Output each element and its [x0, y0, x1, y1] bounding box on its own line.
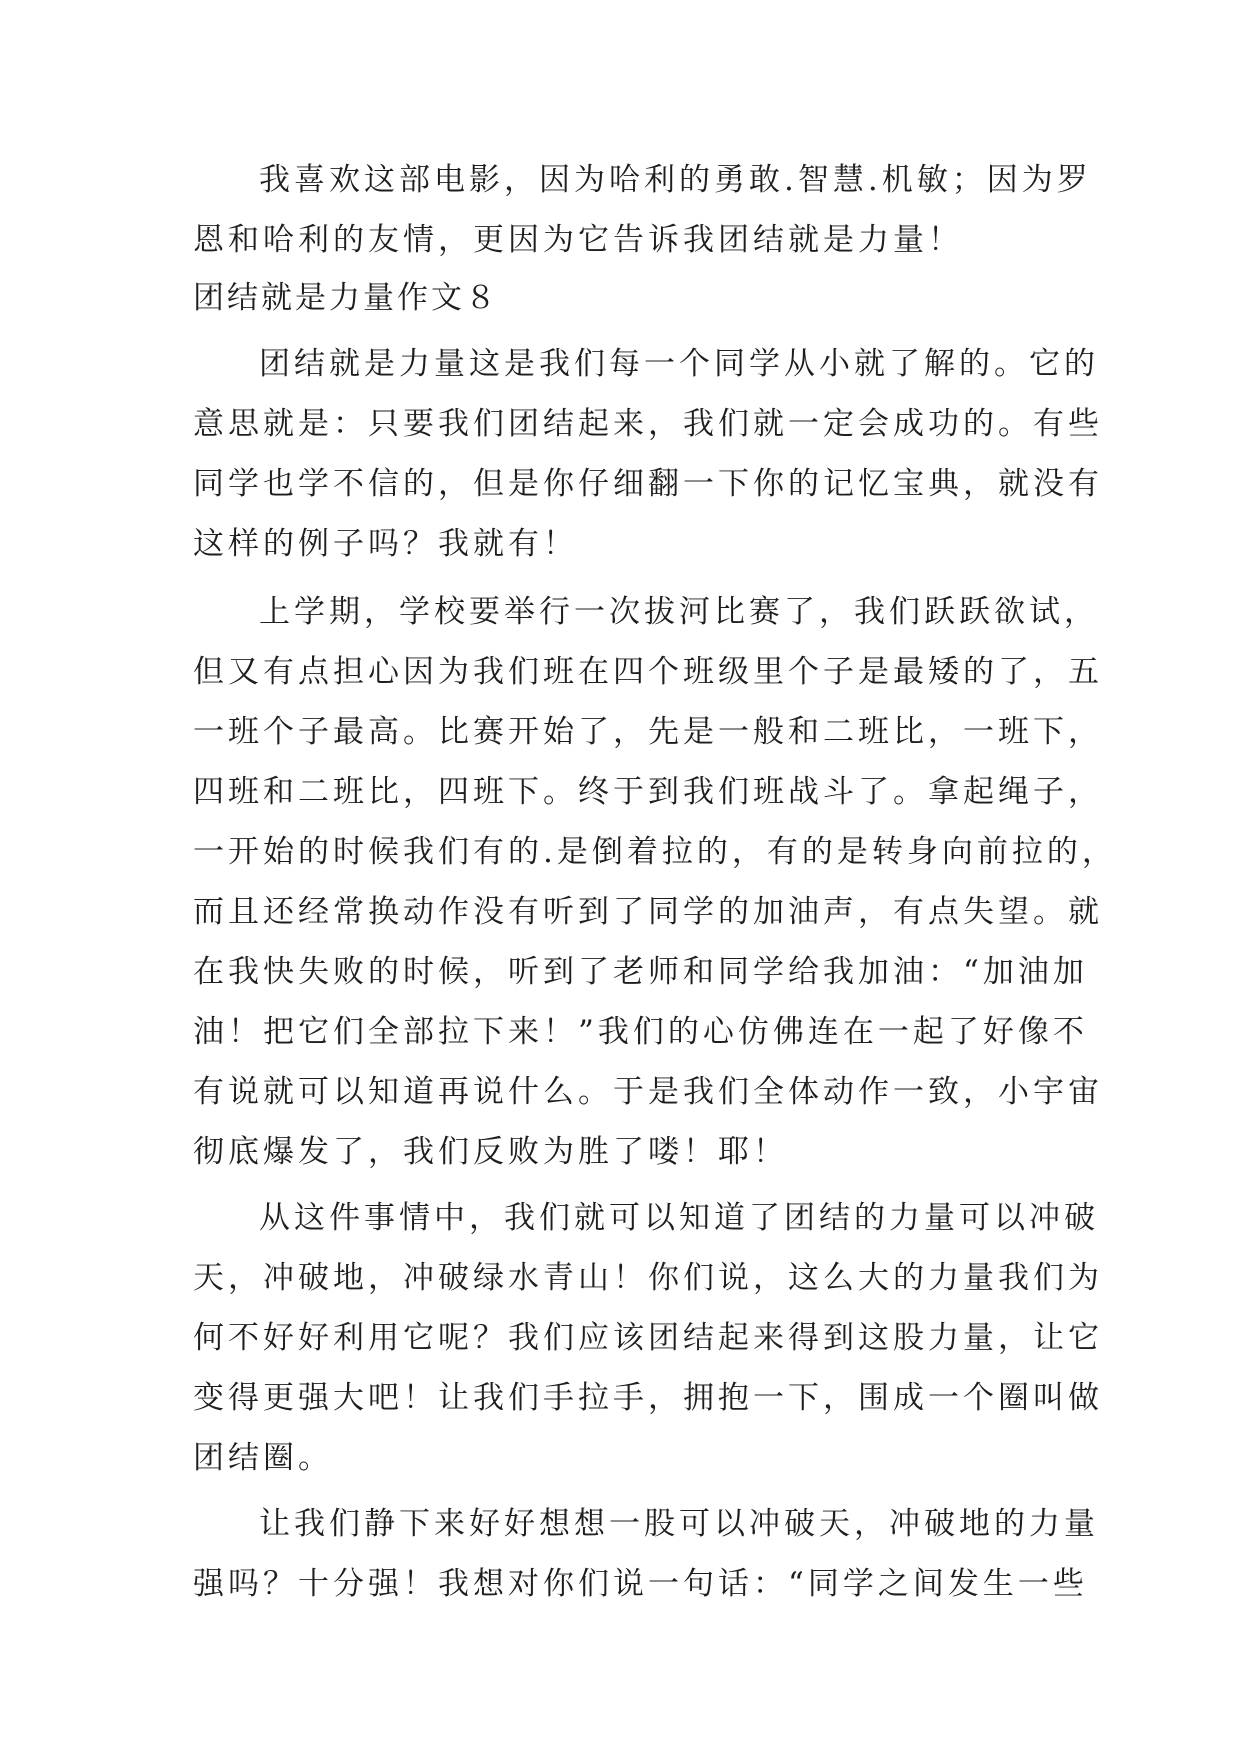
- paragraph-line: 团结圈。: [193, 1440, 333, 1476]
- paragraph-line: 在我快失败的时候，听到了老师和同学给我加油：“加油加: [193, 954, 1088, 990]
- paragraph-line: 油！把它们全部拉下来！”我们的心仿佛连在一起了好像不: [193, 1014, 1088, 1050]
- section-heading: 团结就是力量作文８: [193, 280, 499, 316]
- paragraph-line: 这样的例子吗？我就有！: [193, 526, 578, 562]
- paragraph-line: 而且还经常换动作没有听到了同学的加油声，有点失望。就: [193, 894, 1103, 930]
- paragraph-line: 强吗？十分强！我想对你们说一句话：“同学之间发生一些: [193, 1566, 1088, 1602]
- paragraph-line: 天，冲破地，冲破绿水青山！你们说，这么大的力量我们为: [193, 1260, 1103, 1296]
- paragraph-line: 同学也学不信的，但是你仔细翻一下你的记忆宝典，就没有: [193, 466, 1103, 502]
- paragraph-line: 我喜欢这部电影，因为哈利的勇敢.智慧.机敏；因为罗: [259, 162, 1092, 198]
- paragraph-line: 上学期，学校要举行一次拔河比赛了，我们跃跃欲试，: [259, 594, 1099, 630]
- paragraph-5: [193, 1494, 1099, 1614]
- paragraph-line: 何不好好利用它呢？我们应该团结起来得到这股力量，让它: [193, 1320, 1103, 1356]
- paragraph-line: 但又有点担心因为我们班在四个班级里个子是最矮的了，五: [193, 654, 1103, 690]
- paragraph-line: 团结就是力量这是我们每一个同学从小就了解的。它的: [259, 346, 1099, 382]
- paragraph-line: 恩和哈利的友情，更因为它告诉我团结就是力量！: [193, 222, 963, 258]
- paragraph-line: 从这件事情中，我们就可以知道了团结的力量可以冲破: [259, 1200, 1099, 1236]
- paragraph-line: 四班和二班比，四班下。终于到我们班战斗了。拿起绳子，: [193, 774, 1103, 810]
- paragraph-line: 一开始的时候我们有的.是倒着拉的，有的是转身向前拉的，: [193, 834, 1117, 870]
- paragraph-1: [193, 150, 1092, 270]
- paragraph-line: 变得更强大吧！让我们手拉手，拥抱一下，围成一个圈叫做: [193, 1380, 1103, 1416]
- paragraph-line: 意思就是：只要我们团结起来，我们就一定会成功的。有些: [193, 406, 1103, 442]
- paragraph-line: 一班个子最高。比赛开始了，先是一般和二班比，一班下，: [193, 714, 1103, 750]
- paragraph-line: 彻底爆发了，我们反败为胜了喽！耶！: [193, 1134, 788, 1170]
- paragraph-2: [193, 334, 1103, 574]
- paragraph-line: 让我们静下来好好想想一股可以冲破天，冲破地的力量: [259, 1506, 1099, 1542]
- paragraph-line: 有说就可以知道再说什么。于是我们全体动作一致，小宇宙: [193, 1074, 1103, 1110]
- paragraph-4: [193, 1188, 1103, 1488]
- document-body: [193, 150, 1117, 1614]
- paragraph-3: [193, 582, 1117, 1182]
